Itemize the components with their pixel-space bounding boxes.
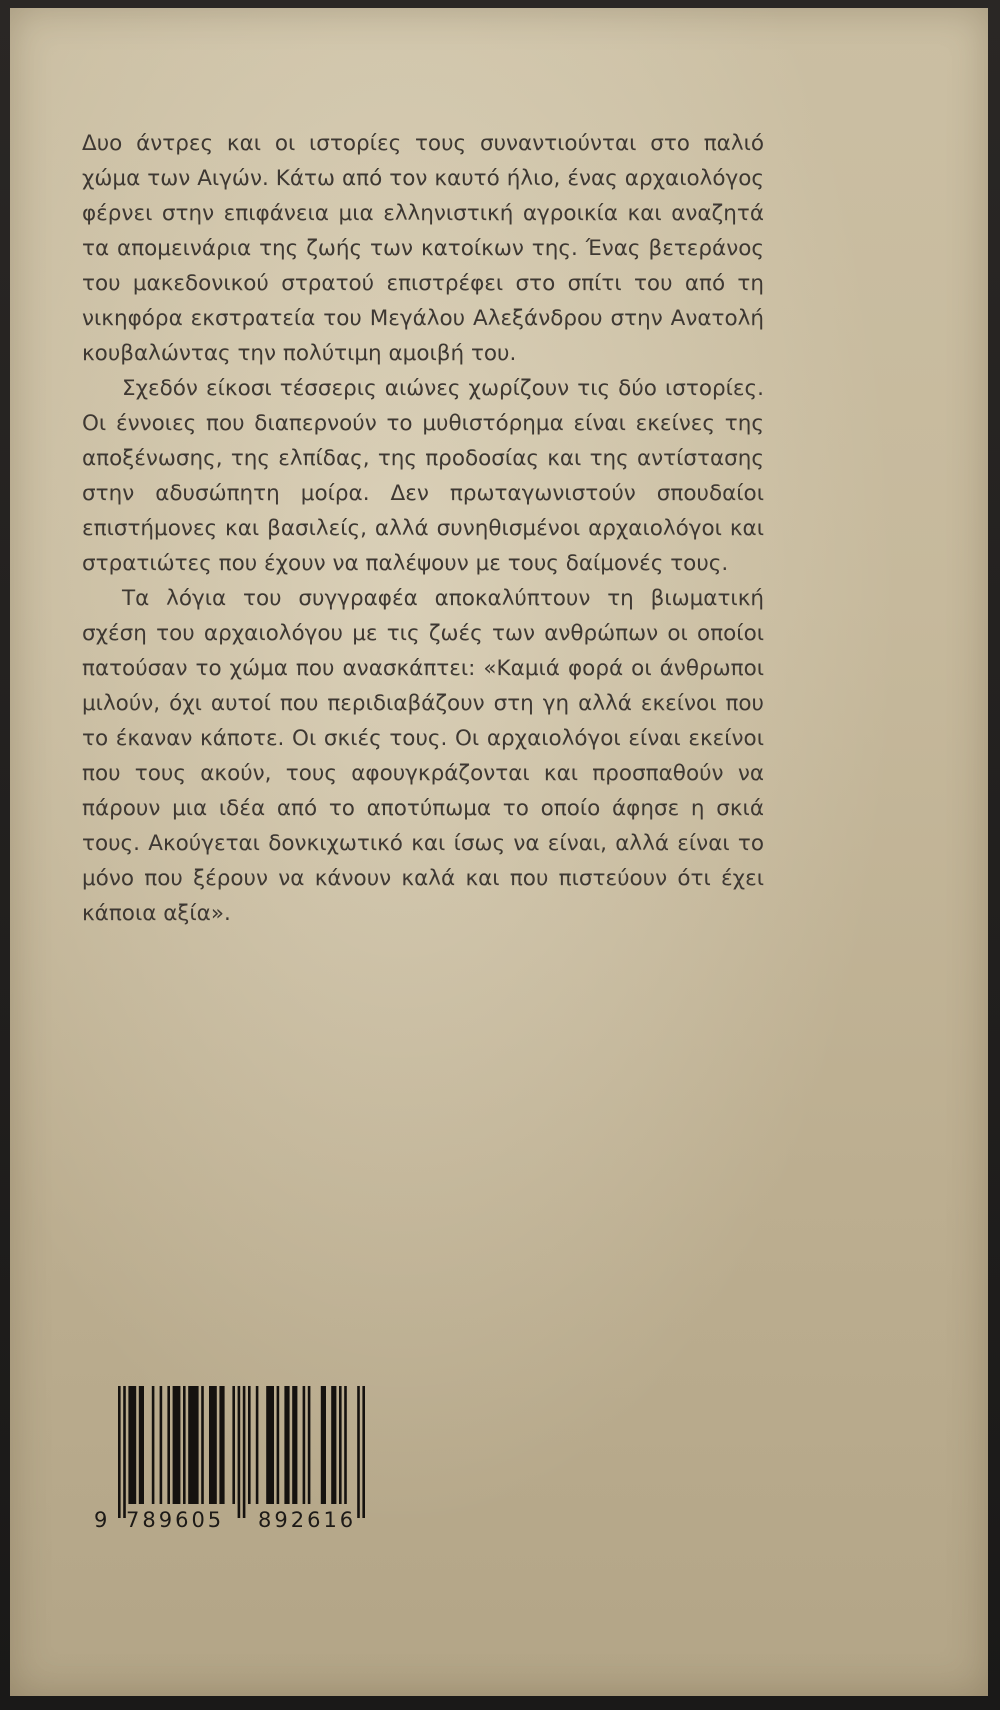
barcode-bar-6 — [167, 1386, 170, 1504]
blurb-paragraph-3: Τα λόγια του συγγραφέα αποκαλύπτουν τη βιωματική σχέση του αρχαιολόγου με τις ζωές των ανθρώπων οι οποίοι πατούσαν το χώμα που ανασκάπτει: «Καμιά φορά οι άνθρωποι μιλούν, όχι αυτοί που περιδιαβάζουν στη γη αλλά εκείνοι που το έκαναν κάποτε. Οι σκιές τους. Οι αρχαιολόγοι είναι εκείνοι που τους ακούν, τους αφουγκράζονται και προσπαθούν να πάρουν μια ιδέα από το αποτύπωμα το οποίο άφησε η σκιά τους. Ακούγεται δονκιχωτικό και ίσως να είναι, αλλά είναι το μόνο που ξέρουν να κάνουν καλά και που πιστεύουν ότι έχει κάποια αξία». — [82, 586, 764, 926]
isbn-left-group: 789605 — [126, 1508, 225, 1532]
barcode-bar-3 — [139, 1386, 144, 1504]
barcode-bar-14 — [238, 1386, 241, 1518]
book-back-cover — [10, 8, 988, 1696]
barcode-bar-15 — [243, 1386, 246, 1518]
barcode-bar-1 — [123, 1386, 126, 1518]
isbn-right-group: 892616 — [258, 1508, 357, 1532]
barcode-bar-0 — [118, 1386, 121, 1518]
barcode-bar-29 — [362, 1386, 365, 1518]
barcode-bar-20 — [284, 1386, 289, 1504]
barcode-bar-17 — [256, 1386, 259, 1504]
barcode-bar-24 — [321, 1386, 326, 1504]
barcode-bar-12 — [219, 1386, 224, 1504]
barcode-bar-9 — [188, 1386, 198, 1504]
barcode-bar-10 — [201, 1386, 204, 1504]
isbn-lead-digit: 9 — [94, 1508, 108, 1532]
barcode-bar-2 — [128, 1386, 136, 1504]
barcode-bar-28 — [357, 1386, 360, 1518]
barcode-bar-16 — [248, 1386, 251, 1504]
isbn-barcode — [88, 1386, 388, 1536]
barcode-bar-7 — [173, 1386, 181, 1504]
blurb-paragraph-1: Δυο άντρες και οι ιστορίες τους συναντιούνται στο παλιό χώμα των Αιγών. Κάτω από τον καυτό ήλιο, ένας αρχαιολόγος φέρνει στην επιφάνεια μια ελληνιστική αγροικία και αναζητά τα απομεινάρια της ζωής των κατοίκων της. Ένας βετεράνος του μακεδονικού στρατού επιστρέφει στο σπίτι του από τη νικηφόρα εκστρατεία του Μεγάλου Αλεξάνδρου στην Ανατολή κουβαλώντας την πολύτιμη αμοιβή του. — [82, 131, 764, 366]
barcode-bar-13 — [232, 1386, 235, 1504]
barcode-bar-4 — [152, 1386, 155, 1504]
barcode-bar-18 — [266, 1386, 274, 1504]
barcode-bar-25 — [331, 1386, 336, 1504]
barcode-bar-26 — [339, 1386, 342, 1504]
barcode-bar-8 — [183, 1386, 186, 1504]
barcode-bar-21 — [292, 1386, 297, 1504]
barcode-bar-19 — [277, 1386, 280, 1504]
barcode-bar-22 — [303, 1386, 306, 1504]
barcode-bar-11 — [209, 1386, 217, 1504]
barcode-bar-23 — [308, 1386, 311, 1504]
barcode-bar-5 — [160, 1386, 163, 1504]
back-cover-blurb — [82, 126, 764, 931]
blurb-paragraph-2: Σχεδόν είκοσι τέσσερις αιώνες χωρίζουν τις δύο ιστορίες. Οι έννοιες που διαπερνούν το μυθιστόρημα είναι εκείνες της αποξένωσης, της ελπίδας, της προδοσίας και της αντίστασης στην αδυσώπητη μοίρα. Δεν πρωταγωνιστούν σπουδαίοι επιστήμονες και βασιλείς, αλλά συνηθισμένοι αρχαιολόγοι και στρατιώτες που έχουν να παλέψουν με τους δαίμονές τους. — [82, 376, 764, 576]
barcode-bar-27 — [344, 1386, 347, 1504]
